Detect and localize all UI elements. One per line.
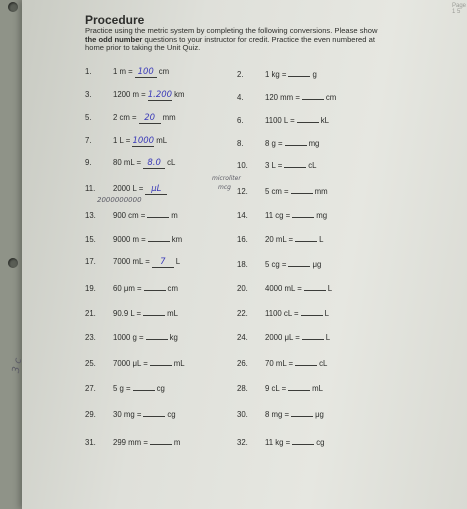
problem-number: 6. xyxy=(237,116,244,125)
problem-unit: mg xyxy=(316,211,328,220)
problem-prompt: 80 mL = xyxy=(113,158,142,167)
problem-unit: cg xyxy=(156,384,165,393)
problem-number: 25. xyxy=(85,359,96,368)
problem-unit: L xyxy=(327,284,333,293)
problem-31 xyxy=(85,435,180,446)
answer-blank[interactable] xyxy=(291,407,313,417)
problem-unit: cL xyxy=(319,359,328,368)
problem-unit: mm xyxy=(162,113,176,122)
problem-prompt: 3 L = xyxy=(265,161,283,170)
problem-prompt: 120 mm = xyxy=(265,93,300,102)
problem-prompt: 30 mg = xyxy=(113,410,142,419)
problem-unit: mL xyxy=(156,136,168,145)
handwritten-work-note: 2000000000 xyxy=(97,196,142,204)
problem-17 xyxy=(85,257,180,268)
problem-26 xyxy=(237,356,327,367)
answer-blank[interactable] xyxy=(302,330,324,340)
answer-blank[interactable] xyxy=(143,407,165,417)
problem-11 xyxy=(85,184,169,195)
answer-blank[interactable] xyxy=(302,90,324,100)
problem-5 xyxy=(85,113,176,124)
problem-number: 15. xyxy=(85,235,96,244)
problem-27 xyxy=(85,381,165,392)
instructions-line-2-rest: questions to your instructor for credit. Practice the even numbered at xyxy=(142,34,375,44)
problem-unit: L xyxy=(175,257,181,266)
problem-32 xyxy=(237,435,324,446)
problem-22 xyxy=(237,306,329,317)
problem-prompt: 900 cm = xyxy=(113,211,146,220)
problem-unit: mL xyxy=(312,384,324,393)
answer-blank[interactable]: 7 xyxy=(152,258,174,268)
answer-blank[interactable] xyxy=(144,281,166,291)
problem-prompt: 5 cm = xyxy=(265,187,289,196)
problem-number: 20. xyxy=(237,284,248,293)
problem-unit: m xyxy=(171,211,178,220)
problem-unit: μg xyxy=(315,410,324,419)
problem-unit: L xyxy=(325,333,331,342)
answer-blank[interactable] xyxy=(291,184,313,194)
problem-prompt: 70 mL = xyxy=(265,359,294,368)
answer-blank[interactable] xyxy=(143,306,165,316)
problem-number: 30. xyxy=(237,410,248,419)
problem-number: 23. xyxy=(85,333,96,342)
problem-25 xyxy=(85,356,185,367)
problem-4 xyxy=(237,90,336,101)
problem-prompt: 2000 L = xyxy=(113,184,144,193)
problem-prompt: 2 cm = xyxy=(113,113,137,122)
problem-30 xyxy=(237,407,324,418)
problem-number: 24. xyxy=(237,333,248,342)
problem-prompt: 1100 L = xyxy=(265,116,295,125)
answer-blank[interactable] xyxy=(288,67,310,77)
page-title: Procedure xyxy=(85,13,145,27)
problem-unit: cL xyxy=(167,158,176,167)
instructions-line-3: home prior to taking the Unit Quiz. xyxy=(85,43,201,53)
answer-blank[interactable]: 20 xyxy=(139,114,161,124)
worksheet-page xyxy=(10,0,467,509)
problem-prompt: 7000 mL = xyxy=(113,257,150,266)
answer-blank[interactable] xyxy=(133,381,155,391)
answer-blank[interactable]: 1000 xyxy=(132,136,155,146)
answer-blank[interactable] xyxy=(292,208,314,218)
margin-note-microliter: microliter xyxy=(212,175,241,182)
binder-hole-top xyxy=(8,2,18,12)
problem-unit: cL xyxy=(308,161,317,170)
problem-20 xyxy=(237,281,332,292)
answer-blank[interactable]: 1.200 xyxy=(147,90,173,100)
problem-number: 26. xyxy=(237,359,248,368)
problem-number: 1. xyxy=(85,67,92,76)
problem-number: 31. xyxy=(85,438,96,447)
problem-24 xyxy=(237,330,330,341)
problem-number: 5. xyxy=(85,113,92,122)
problem-prompt: 8 mg = xyxy=(265,410,290,419)
problem-number: 22. xyxy=(237,309,248,318)
problem-prompt: 4000 mL = xyxy=(265,284,302,293)
problem-prompt: 1 kg = xyxy=(265,70,287,79)
problem-unit: μg xyxy=(312,260,322,269)
problem-unit: m xyxy=(173,438,181,447)
problem-unit: km xyxy=(174,90,185,99)
problem-number: 27. xyxy=(85,384,96,393)
problem-prompt: 5 g = xyxy=(113,384,131,393)
problem-prompt: 11 cg = xyxy=(265,211,291,220)
problem-prompt: 11 kg = xyxy=(265,438,291,447)
problem-number: 28. xyxy=(237,384,248,393)
problem-unit: mL xyxy=(173,359,185,368)
instructions xyxy=(85,27,465,53)
problem-prompt: 7000 μL = xyxy=(113,359,148,368)
problem-number: 7. xyxy=(85,136,92,145)
problem-prompt: 9000 m = xyxy=(113,235,146,244)
answer-blank[interactable] xyxy=(150,435,172,445)
problem-unit: kg xyxy=(169,333,178,342)
problem-prompt: 1200 m = xyxy=(113,90,146,99)
problem-prompt: 60 μm = xyxy=(113,284,142,293)
problem-number: 10. xyxy=(237,161,248,170)
problem-prompt: 8 g = xyxy=(265,139,283,148)
problem-23 xyxy=(85,330,178,341)
bleed-through-mark xyxy=(362,262,363,272)
problem-15 xyxy=(85,232,182,243)
problem-unit: L xyxy=(319,235,324,244)
problem-9 xyxy=(85,158,175,169)
answer-blank[interactable] xyxy=(146,330,168,340)
problem-28 xyxy=(237,381,323,392)
answer-blank[interactable] xyxy=(285,136,307,146)
problem-unit: cm xyxy=(325,93,337,102)
problem-prompt: 1 m = xyxy=(113,67,133,76)
answer-blank[interactable] xyxy=(284,158,306,168)
problem-unit: mL xyxy=(167,309,178,318)
page-label: Page 1 5 xyxy=(452,3,467,15)
problem-number: 14. xyxy=(237,211,248,220)
answer-blank[interactable]: μL xyxy=(145,185,167,195)
problem-number: 16. xyxy=(237,235,248,244)
problem-number: 32. xyxy=(237,438,248,447)
answer-blank[interactable] xyxy=(288,257,310,267)
problem-prompt: 299 mm = xyxy=(113,438,148,447)
problem-13 xyxy=(85,208,178,219)
problem-prompt: 9 cL = xyxy=(265,384,287,393)
instructions-bold: the odd number xyxy=(85,34,143,44)
answer-blank[interactable] xyxy=(292,435,314,445)
problem-21 xyxy=(85,306,178,317)
answer-blank[interactable] xyxy=(150,356,172,366)
binder-hole-middle xyxy=(8,258,18,268)
answer-blank[interactable]: 8.0 xyxy=(143,159,165,169)
problem-number: 21. xyxy=(85,309,96,318)
problem-number: 18. xyxy=(237,260,248,269)
problem-prompt: 1 L = xyxy=(113,136,131,145)
problem-number: 11. xyxy=(85,184,96,193)
problem-unit: mm xyxy=(314,187,328,196)
problem-19 xyxy=(85,281,178,292)
answer-blank[interactable] xyxy=(148,232,170,242)
answer-blank[interactable] xyxy=(297,113,319,123)
answer-blank[interactable] xyxy=(295,356,317,366)
problem-unit: kL xyxy=(320,116,329,125)
problem-14 xyxy=(237,208,327,219)
problem-8 xyxy=(237,136,319,147)
problem-unit: g xyxy=(312,70,317,79)
answer-blank[interactable]: 100 xyxy=(135,68,157,78)
problem-prompt: 5 cg = xyxy=(265,260,287,269)
problem-1 xyxy=(85,67,169,78)
margin-note-mcg: mcg xyxy=(218,184,231,191)
instructions-line-1: Practice using the metric system by completing the following conversions. Please show xyxy=(85,26,378,35)
problem-unit: cm xyxy=(158,67,170,76)
answer-blank[interactable] xyxy=(288,381,310,391)
problem-number: 2. xyxy=(237,70,244,79)
problem-2 xyxy=(237,67,317,78)
problem-unit: L xyxy=(324,309,329,318)
problem-unit: cg xyxy=(316,438,325,447)
problem-prompt: 1100 cL = xyxy=(265,309,299,318)
problem-10 xyxy=(237,158,317,169)
problem-29 xyxy=(85,407,176,418)
problem-number: 19. xyxy=(85,284,96,293)
answer-blank[interactable] xyxy=(147,208,169,218)
problem-number: 3. xyxy=(85,90,92,99)
problem-18 xyxy=(237,257,321,268)
problem-unit: mg xyxy=(308,139,320,148)
answer-blank[interactable] xyxy=(301,306,323,316)
answer-blank[interactable] xyxy=(304,281,326,291)
problem-3 xyxy=(85,90,184,101)
problem-number: 17. xyxy=(85,257,96,266)
problem-number: 12. xyxy=(237,187,248,196)
problem-7 xyxy=(85,136,167,147)
problem-unit: km xyxy=(171,235,183,244)
problem-prompt: 1000 g = xyxy=(113,333,144,342)
problem-prompt: 90.9 L = xyxy=(113,309,142,318)
problem-number: 13. xyxy=(85,211,96,220)
problem-12 xyxy=(237,184,328,195)
problem-prompt: 20 mL = xyxy=(265,235,294,244)
problem-6 xyxy=(237,113,329,124)
problem-prompt: 2000 μL = xyxy=(265,333,300,342)
margin-note-side: 3 c xyxy=(10,357,25,374)
answer-blank[interactable] xyxy=(295,232,317,242)
problem-number: 9. xyxy=(85,158,92,167)
problem-unit: cm xyxy=(167,284,178,293)
problem-number: 4. xyxy=(237,93,244,102)
problem-16 xyxy=(237,232,323,243)
problem-number: 29. xyxy=(85,410,96,419)
problem-unit: cg xyxy=(167,410,176,419)
problem-number: 8. xyxy=(237,139,244,148)
